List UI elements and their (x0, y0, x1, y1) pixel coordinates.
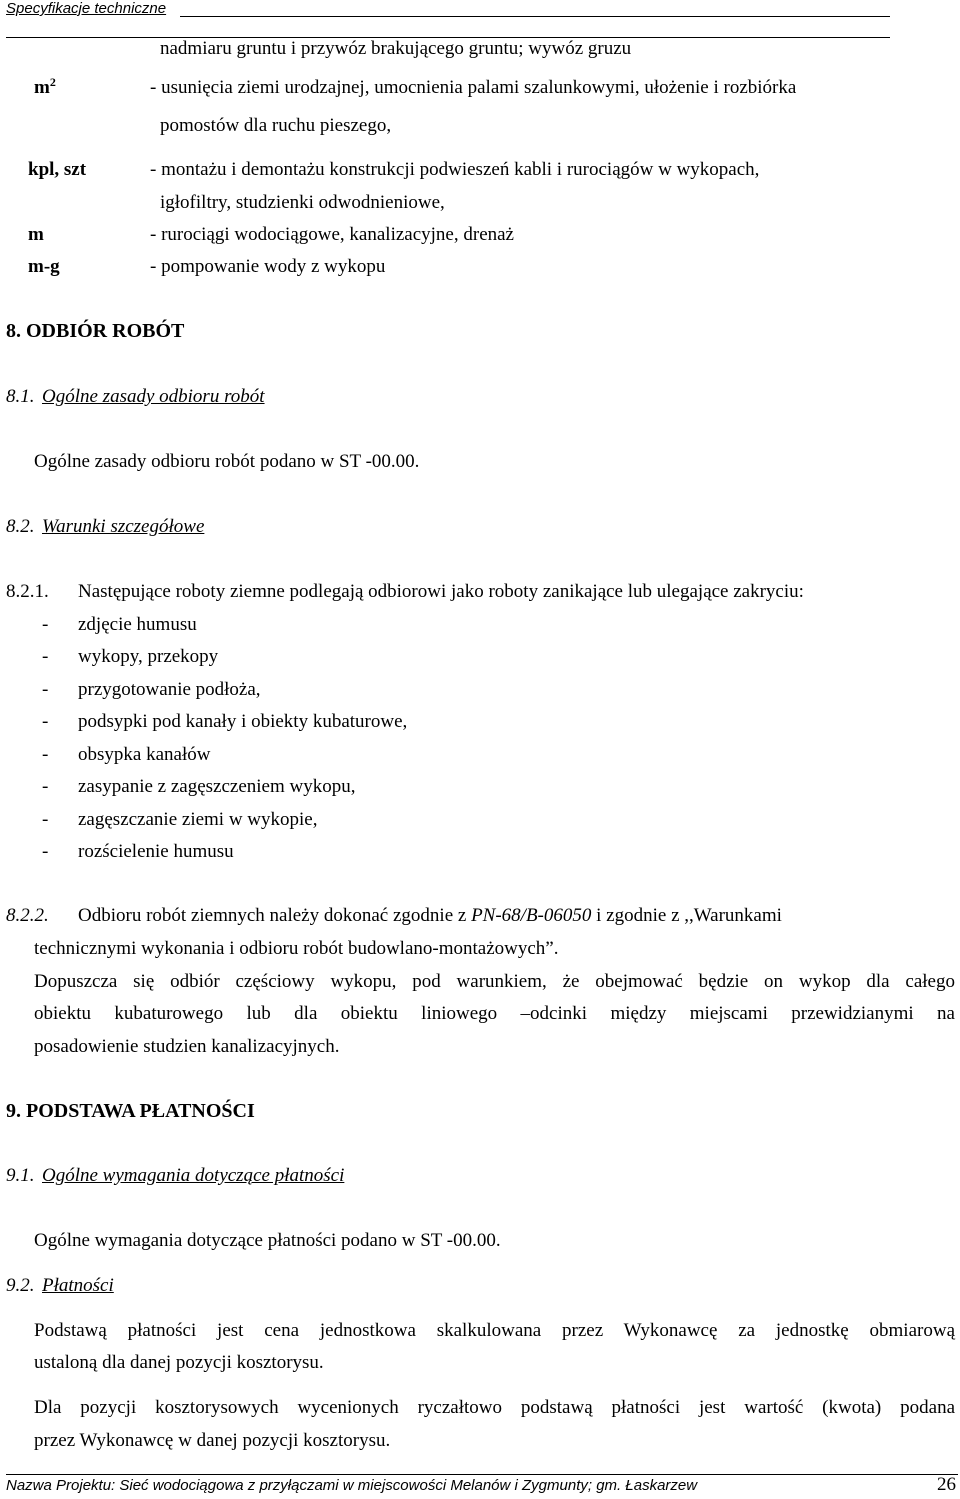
list-dash: - (42, 744, 49, 765)
list-item: zagęszczanie ziemi w wykopie, (78, 809, 318, 830)
unit-m2: $m^2$ (34, 75, 56, 98)
paragraph-line: ustaloną dla danej pozycji kosztorysu. (34, 1352, 324, 1373)
unit-mg: m-g (28, 256, 60, 277)
unit-m: m (28, 224, 44, 245)
paragraph-line: przez Wykonawcę w danej pozycji kosztorysu. (34, 1430, 391, 1451)
footer-rule (6, 1474, 958, 1475)
section-8-heading: 8. ODBIÓR ROBÓT (6, 320, 185, 342)
section-8-2-2-text: Odbioru robót ziemnych należy dokonać zgodnie z PN-68/B-06050 i zgodnie z ,,Warunkami (78, 905, 782, 926)
section-8-1-title: Ogólne zasady odbioru robót (42, 386, 265, 407)
list-dash: - (42, 809, 49, 830)
header-rule (180, 16, 890, 17)
top-item-line: - usunięcia ziemi urodzajnej, umocnienia palami szalunkowymi, ułożenie i rozbiórka (150, 77, 797, 98)
list-item: obsypka kanałów (78, 744, 211, 765)
paragraph-line: obiektu kubaturowego lub dla obiektu liniowego –odcinki między miejscami przewidzianymi na (34, 1003, 955, 1024)
paragraph-line: Dopuszcza się odbiór częściowy wykopu, pod warunkiem, że obejmować będzie on wykop dla całego (34, 971, 955, 992)
list-dash: - (42, 711, 49, 732)
norm-reference: PN-68/B-06050 (471, 905, 592, 926)
section-9-2-number: 9.2. (6, 1275, 35, 1296)
list-item: rozścielenie humusu (78, 841, 234, 862)
list-dash: - (42, 776, 49, 797)
list-item: zdjęcie humusu (78, 614, 197, 635)
list-dash: - (42, 614, 49, 635)
section-8-1-number: 8.1. (6, 386, 35, 407)
paragraph-line: Podstawą płatności jest cena jednostkowa skalkulowana przez Wykonawcę za jednostkę obmiarową (34, 1320, 955, 1341)
section-9-1-number: 9.1. (6, 1165, 35, 1186)
list-dash: - (42, 646, 49, 667)
paragraph-line: posadowienie studzien kanalizacyjnych. (34, 1036, 340, 1057)
section-8-2-title: Warunki szczegółowe (42, 516, 205, 537)
section-8-2-1-number: 8.2.1. (6, 581, 49, 602)
section-8-2-1-text: Następujące roboty ziemne podlegają odbiorowi jako roboty zanikające lub ulegające zakryciu: (78, 581, 804, 602)
section-8-2-number: 8.2. (6, 516, 35, 537)
list-item: podsypki pod kanały i obiekty kubaturowe, (78, 711, 408, 732)
list-item: wykopy, przekopy (78, 646, 219, 667)
footer-project-name: Nazwa Projektu: Sieć wodociągowa z przyłączami w miejscowości Melanów i Zygmunty; gm. Łaskarzew (6, 1477, 698, 1494)
list-dash: - (42, 679, 49, 700)
list-item: przygotowanie podłoża, (78, 679, 261, 700)
top-item-line: nadmiaru gruntu i przywóz brakującego gruntu; wywóz gruzu (160, 38, 632, 59)
list-dash: - (42, 841, 49, 862)
unit-kpl: kpl, szt (28, 159, 87, 180)
section-9-1-title: Ogólne wymagania dotyczące płatności (42, 1165, 345, 1186)
section-8-2-2-number: 8.2.2. (6, 905, 49, 926)
section-8-2-2-text-line: technicznymi wykonania i odbioru robót budowlano-montażowych”. (34, 938, 559, 959)
top-item-line: - rurociągi wodociągowe, kanalizacyjne, drenaż (150, 224, 514, 245)
running-header: Specyfikacje techniczne (6, 0, 167, 17)
section-9-1-text: Ogólne wymagania dotyczące płatności podano w ST -00.00. (34, 1230, 501, 1251)
paragraph-line: Dla pozycji kosztorysowych wycenionych ryczałtowo podstawą płatności jest wartość (kwota) podana (34, 1397, 955, 1418)
top-item-line: - pompowanie wody z wykopu (150, 256, 386, 277)
section-9-2-title: Płatności (42, 1275, 114, 1296)
top-item-line: igłofiltry, studzienki odwodnieniowe, (160, 192, 445, 213)
section-8-1-text: Ogólne zasady odbioru robót podano w ST -00.00. (34, 451, 420, 472)
top-item-line: pomostów dla ruchu pieszego, (160, 115, 392, 136)
section-9-heading: 9. PODSTAWA PŁATNOŚCI (6, 1100, 255, 1122)
page-number: 26 (937, 1474, 956, 1495)
list-item: zasypanie z zagęszczeniem wykopu, (78, 776, 356, 797)
top-item-line: - montażu i demontażu konstrukcji podwieszeń kabli i rurociągów w wykopach, (150, 159, 760, 180)
